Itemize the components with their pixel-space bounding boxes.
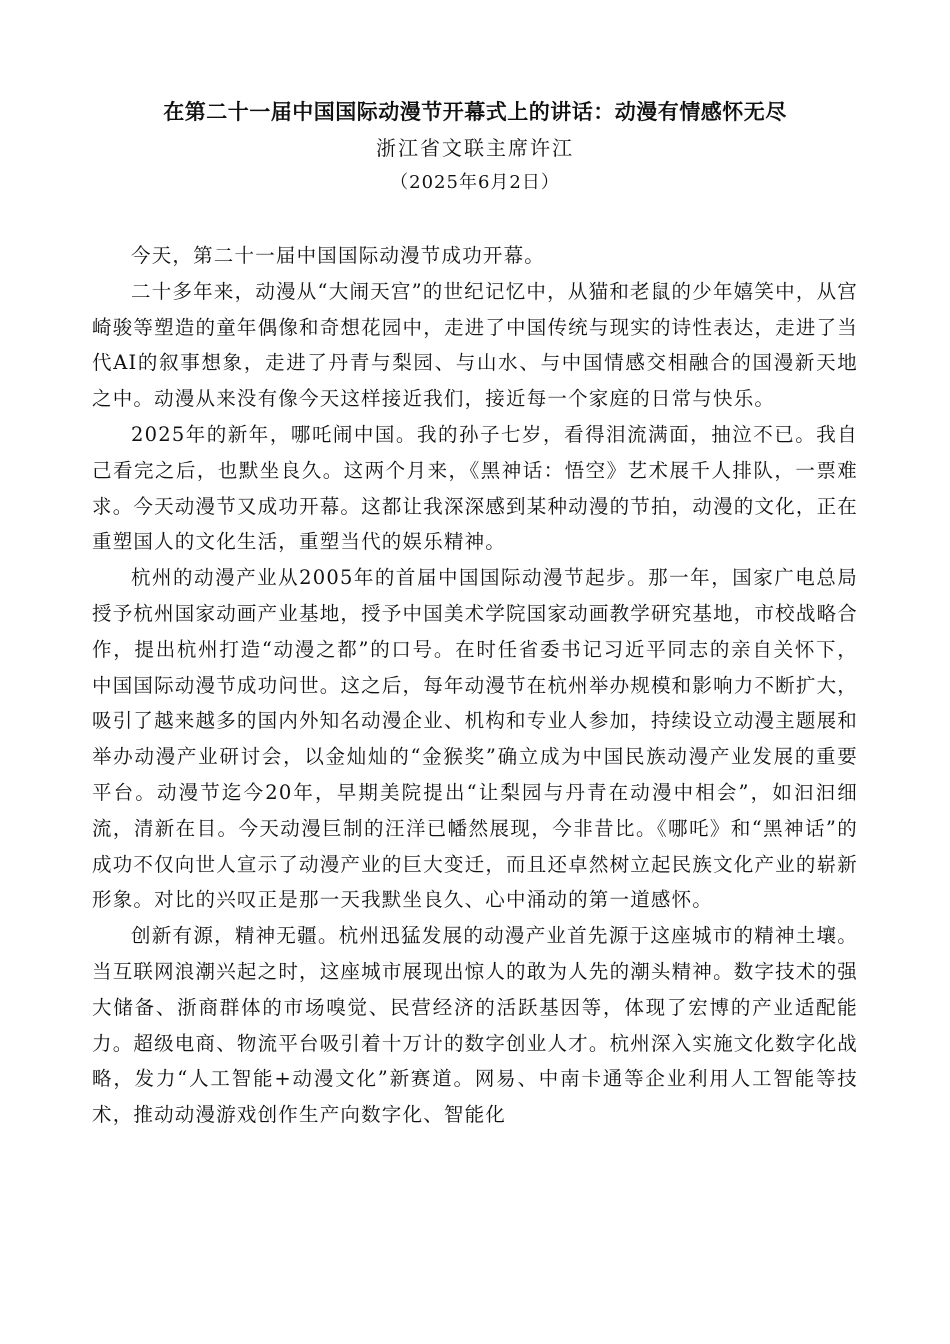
document-body — [92, 238, 858, 1133]
paragraph: 创新有源，精神无疆。杭州迅猛发展的动漫产业首先源于这座城市的精神土壤。当互联网浪潮兴起之时，这座城市展现出惊人的敢为人先的潮头精神。数字技术的强大储备、浙商群体的市场嗅觉、民营经济的活跃基因等，体现了宏博的产业适配能力。超级电商、物流平台吸引着十万计的数字创业人才。杭州深入实施文化数字化战略，发力“人工智能+动漫文化”新赛道。网易、中南卡通等企业利用人工智能等技术，推动动漫游戏创作生产向数字化、智能化 — [92, 924, 858, 1127]
paragraph: 2025年的新年，哪吒闹中国。我的孙子七岁，看得泪流满面，抽泣不已。我自己看完之后，也默坐良久。这两个月来，《黑神话：悟空》艺术展千人排队，一票难求。今天动漫节又成功开幕。这都让我深深感到某种动漫的节拍，动漫的文化，正在重塑国人的文化生活，重塑当代的娱乐精神。 — [92, 422, 858, 554]
document-title: 在第二十一届中国国际动漫节开幕式上的讲话：动漫有情感怀无尽 — [163, 100, 787, 124]
document-date: （2025年6月2日） — [390, 172, 560, 193]
paragraph: 二十多年来，动漫从“大闹天宫”的世纪记忆中，从猫和老鼠的少年嬉笑中，从宫崎骏等塑造的童年偶像和奇想花园中，走进了中国传统与现实的诗性表达，走进了当代AI的叙事想象，走进了丹青与梨园、与山水、与中国情感交相融合的国漫新天地之中。动漫从来没有像今天这样接近我们，接近每一个家庭的日常与快乐。 — [92, 279, 858, 411]
document-author: 浙江省文联主席许江 — [376, 136, 574, 160]
paragraph: 杭州的动漫产业从2005年的首届中国国际动漫节起步。那一年，国家广电总局授予杭州国家动画产业基地，授予中国美术学院国家动画教学研究基地，市校战略合作，提出杭州打造“动漫之都”的口号。在时任省委书记习近平同志的亲自关怀下，中国国际动漫节成功问世。这之后，每年动漫节在杭州举办规模和影响力不断扩大，吸引了越来越多的国内外知名动漫企业、机构和专业人参加，持续设立动漫主题展和举办动漫产业研讨会，以金灿灿的“金猴奖”确立成为中国民族动漫产业发展的重要平台。动漫节迄今20年，早期美院提出“让梨园与丹青在动漫中相会”，如汩汩细流，清新在目。今天动漫巨制的汪洋已幡然展现，今非昔比。《哪吒》和“黑神话”的成功不仅向世人宣示了动漫产业的巨大变迁，而且还卓然树立起民族文化产业的崭新形象。对比的兴叹正是那一天我默坐良久、心中涌动的第一道感怀。 — [92, 566, 858, 912]
paragraph: 今天，第二十一届中国国际动漫节成功开幕。 — [131, 244, 546, 267]
